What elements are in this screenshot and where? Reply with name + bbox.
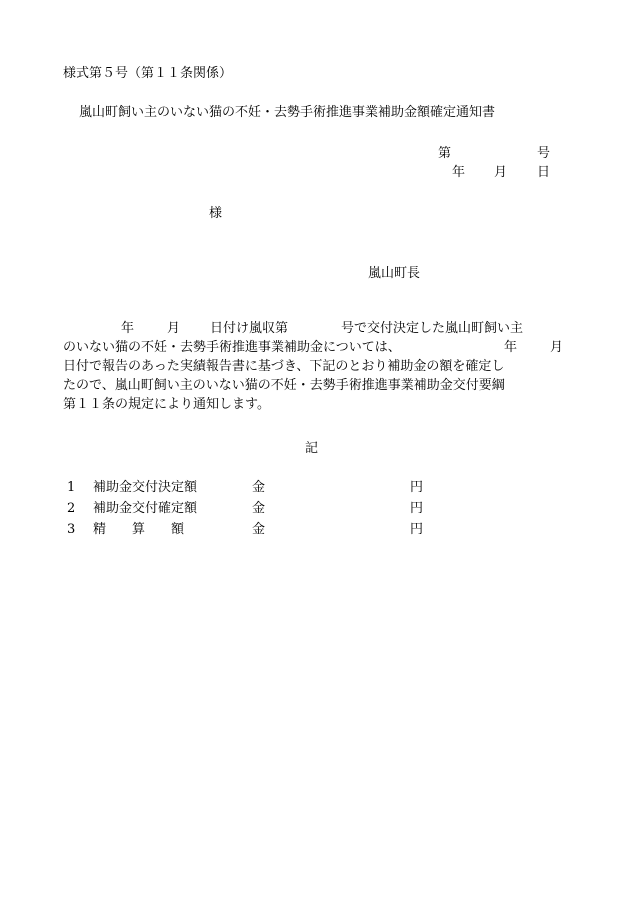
amount-row-kin: 金 <box>252 480 266 495</box>
body-line-1-month: 月 <box>167 321 181 336</box>
date-day-label: 日 <box>537 165 551 180</box>
recipient-honorific: 様 <box>209 206 223 221</box>
amount-row-number: 3 <box>67 522 76 537</box>
amount-row-number: 1 <box>67 480 76 495</box>
body-line-2-month: 月 <box>550 340 564 355</box>
amount-row <box>63 480 443 501</box>
date-year-label: 年 <box>452 165 466 180</box>
doc-number-prefix: 第 <box>438 146 452 161</box>
amount-row-label: 精 算 額 <box>93 522 185 537</box>
body-line-1-reference: 日付け嵐収第 <box>210 321 289 336</box>
amount-row-yen: 円 <box>410 480 424 495</box>
amount-row-number: 2 <box>67 501 76 516</box>
amount-row-kin: 金 <box>252 522 266 537</box>
amount-row-label: 補助金交付決定額 <box>93 480 198 495</box>
form-label: 様式第５号（第１１条関係） <box>63 66 233 81</box>
doc-number-suffix: 号 <box>537 146 551 161</box>
body-line-4: たので、嵐山町飼い主のいない猫の不妊・去勢手術推進事業補助金交付要綱 <box>63 378 505 393</box>
amount-row-label: 補助金交付確定額 <box>93 501 198 516</box>
body-line-2 <box>63 340 563 359</box>
amount-row-yen: 円 <box>410 501 424 516</box>
amount-row-kin: 金 <box>252 501 266 516</box>
amount-row <box>63 522 443 543</box>
body-line-1-decision: 号で交付決定した嵐山町飼い主 <box>341 321 524 336</box>
ki-heading: 記 <box>305 441 319 456</box>
body-line-2-year: 年 <box>504 340 518 355</box>
notice-body <box>63 321 563 416</box>
body-line-1 <box>63 321 563 340</box>
body-line-2-text: のいない猫の不妊・去勢手術推進事業補助金については、 <box>63 340 401 355</box>
amount-row-yen: 円 <box>410 522 424 537</box>
date-month-label: 月 <box>494 165 508 180</box>
body-line-1-year: 年 <box>121 321 135 336</box>
amount-row <box>63 501 443 522</box>
body-line-3: 日付で報告のあった実績報告書に基づき、下記のとおり補助金の額を確定し <box>63 359 505 374</box>
sender-name: 嵐山町長 <box>368 266 421 281</box>
body-line-5: 第１１条の規定により通知します。 <box>63 397 270 412</box>
amount-list <box>63 480 443 543</box>
document-title: 嵐山町飼い主のいない猫の不妊・去勢手術推進事業補助金額確定通知書 <box>79 105 496 120</box>
